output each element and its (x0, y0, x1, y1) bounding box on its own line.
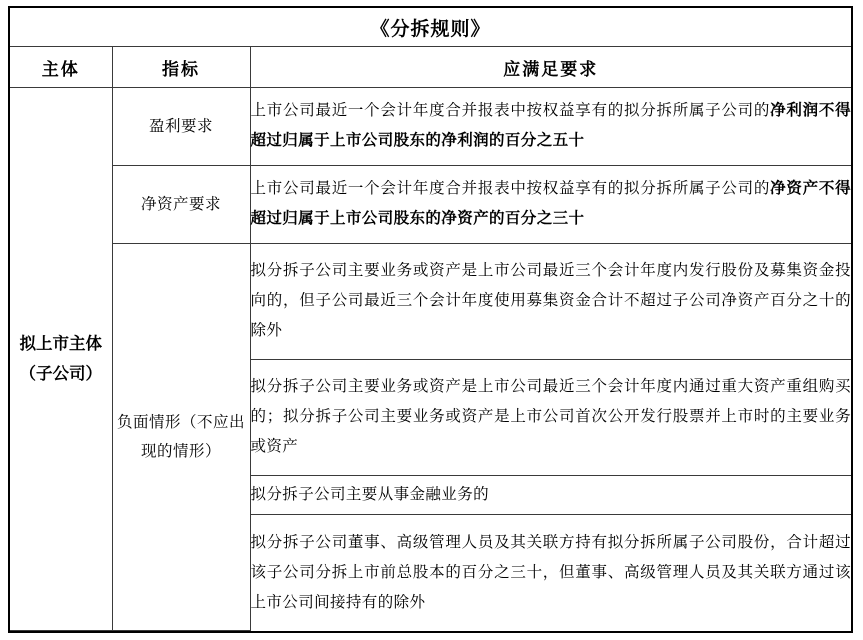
requirement-net-assets-normal-text: 上市公司最近一个会计年度合并报表中按权益享有的拟分拆所属子公司的 (250, 180, 771, 198)
column-header-subject: 主体 (10, 47, 112, 88)
document-title: 《分拆规则》 (10, 8, 851, 47)
requirement-profit-normal-text: 上市公司最近一个会计年度合并报表中按权益享有的拟分拆所属子公司的 (250, 102, 771, 120)
requirement-net-assets-bold-text: 净资产不得超过归属于上市公司股东的净资产的百分之三十 (250, 180, 851, 228)
rules-table-container (8, 6, 853, 633)
requirement-negative-2-text: 拟分拆子公司主要业务或资产是上市公司最近三个会计年度内通过重大资产重组购买的；拟分拆子公司主要业务或资产是上市公司首次公开发行股票并上市时的主要业务或资产 (250, 378, 852, 456)
requirement-negative-3-text: 拟分拆子公司主要从事金融业务的 (250, 486, 490, 504)
requirement-cell-net-assets (250, 165, 851, 243)
requirement-negative-1-text: 拟分拆子公司主要业务或资产是上市公司最近三个会计年度内发行股份及募集资金投向的，但子公司最近三个会计年度使用募集资金合计不超过子公司净资产百分之十的除外 (250, 262, 852, 340)
metric-cell-negative-situations: 负面情形（不应出现的情形） (112, 243, 250, 630)
table-row (10, 88, 851, 166)
subject-cell-listing-entity: 拟上市主体（子公司） (10, 88, 112, 631)
requirement-cell-negative-3 (250, 475, 851, 515)
column-header-metric: 指标 (112, 47, 250, 88)
requirement-cell-negative-1 (250, 243, 851, 359)
table-row (10, 165, 851, 243)
column-header-requirement: 应满足要求 (250, 47, 851, 88)
requirement-negative-4-text: 拟分拆子公司董事、高级管理人员及其关联方持有拟分拆所属子公司股份，合计超过该子公司分拆上市前总股本的百分之三十，但董事、高级管理人员及其关联方通过该上市公司间接持有的除外 (250, 533, 852, 611)
rules-table (10, 8, 851, 631)
requirement-profit-bold-text: 净利润不得超过归属于上市公司股东的净利润的百分之五十 (250, 102, 851, 150)
requirement-cell-negative-4 (250, 515, 851, 631)
requirement-cell-profit (250, 88, 851, 166)
metric-cell-profit: 盈利要求 (112, 88, 250, 166)
table-header-row (10, 47, 851, 88)
metric-cell-net-assets: 净资产要求 (112, 165, 250, 243)
table-title-row (10, 8, 851, 47)
requirement-cell-negative-2 (250, 359, 851, 475)
table-row (10, 243, 851, 359)
